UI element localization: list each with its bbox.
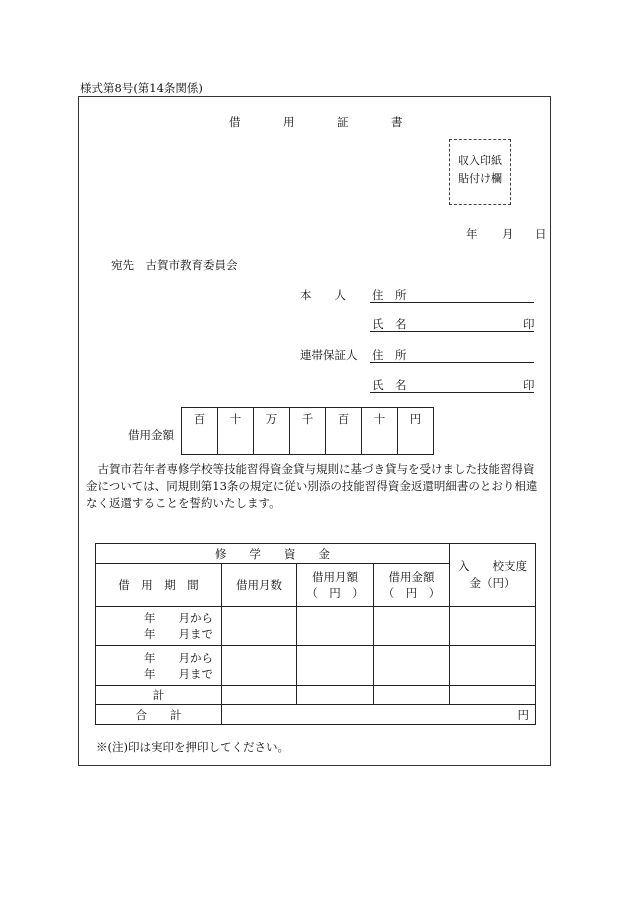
digit-ten[interactable]: 十: [362, 408, 398, 455]
row1-months-cell[interactable]: [222, 607, 297, 646]
guarantor-address-line: [370, 362, 534, 363]
row1-total-cell[interactable]: [374, 607, 450, 646]
subtotal-months-cell[interactable]: [222, 686, 297, 705]
digit-ten-million[interactable]: 十: [218, 408, 254, 455]
col-monthly-header: [297, 564, 374, 607]
row2-admission-cell[interactable]: [450, 646, 536, 686]
col-total-line1: 借用金額: [388, 570, 435, 584]
loan-amount-label: 借用金額: [128, 428, 174, 442]
grand-total-cell[interactable]: [222, 705, 536, 725]
stamp-box-line1: 収入印紙: [458, 154, 502, 167]
revenue-stamp-box: [449, 139, 511, 205]
guarantor-label: 連帯保証人: [300, 348, 358, 362]
table-row: [96, 607, 536, 646]
col-monthly-line2: （ 円 ）: [306, 586, 364, 600]
addressee: 宛先 古賀市教育委員会: [111, 258, 238, 272]
date-day: 日: [535, 227, 547, 241]
pledge-text: 古賀市若年者専修学校等技能習得資金貸与規則に基づき貸与を受けました技能習得資金については、同規則第13条の規定に従い別添の技能習得資金返還明細書のとおり相違なく返還することを誓約いたします。: [86, 462, 538, 510]
grand-total-row: [96, 705, 536, 725]
applicant-name-label: 氏 名: [372, 317, 407, 331]
guarantor-name-label: 氏 名: [372, 378, 407, 392]
digit-hundred[interactable]: 百: [326, 408, 362, 455]
date-month: 月: [502, 227, 514, 241]
grand-total-label: 合 計: [96, 705, 222, 725]
col-total-header: [374, 564, 450, 607]
digit-thousand[interactable]: 千: [290, 408, 326, 455]
admission-prep-header: 入 校支度金（円）: [450, 544, 536, 607]
subtotal-row: [96, 686, 536, 705]
scholarship-group-header: 修 学 資 金: [96, 544, 450, 564]
title-char-2: 用: [283, 115, 295, 129]
form-number: 様式第8号(第14条関係): [80, 81, 203, 95]
subtotal-monthly-cell[interactable]: [297, 686, 374, 705]
digit-yen[interactable]: 円: [398, 408, 434, 455]
row1-to: 年 月まで: [144, 627, 213, 641]
row2-from: 年 月から: [144, 650, 213, 665]
row2-total-cell[interactable]: [374, 646, 450, 686]
title-char-1: 借: [229, 115, 241, 129]
col-monthly-line1: 借用月額: [312, 570, 358, 584]
applicant-seal-mark: 印: [523, 317, 535, 331]
applicant-label: 本 人: [300, 288, 346, 302]
loan-amount-grid: [181, 407, 434, 455]
digit-ten-thousand[interactable]: 万: [254, 408, 290, 455]
loan-detail-table: [95, 543, 536, 725]
subtotal-admission-cell[interactable]: [450, 686, 536, 705]
applicant-address-line: [370, 302, 534, 303]
title-char-3: 証: [337, 115, 349, 129]
stamp-box-line2: 貼付け欄: [458, 172, 502, 185]
guarantor-name-line: [370, 392, 534, 393]
col-period-header: 借 用 期 間: [96, 564, 222, 607]
row2-period[interactable]: [96, 646, 222, 686]
row1-period[interactable]: [96, 607, 222, 646]
row1-from: 年 月から: [144, 611, 213, 625]
row2-monthly-cell[interactable]: [297, 646, 374, 686]
subtotal-total-cell[interactable]: [374, 686, 450, 705]
row2-to: 年 月まで: [144, 666, 213, 681]
col-months-header: 借用月数: [222, 564, 297, 607]
applicant-address-label: 住 所: [372, 288, 407, 302]
guarantor-address-label: 住 所: [372, 348, 407, 362]
digit-hundred-million[interactable]: 百: [182, 408, 218, 455]
applicant-name-line: [370, 331, 534, 332]
table-row: [96, 646, 536, 686]
guarantor-seal-mark: 印: [523, 378, 535, 392]
title-char-4: 書: [391, 115, 403, 129]
subtotal-label: 計: [96, 686, 222, 705]
col-total-line2: （ 円 ）: [382, 586, 441, 600]
grand-total-yen: 円: [517, 707, 529, 722]
footnote: ※(注)印は実印を押印してください。: [96, 740, 289, 754]
pledge-paragraph: [86, 461, 544, 512]
row1-admission-cell[interactable]: [450, 607, 536, 646]
row1-monthly-cell[interactable]: [297, 607, 374, 646]
date-year: 年: [466, 227, 478, 241]
row2-months-cell[interactable]: [222, 646, 297, 686]
